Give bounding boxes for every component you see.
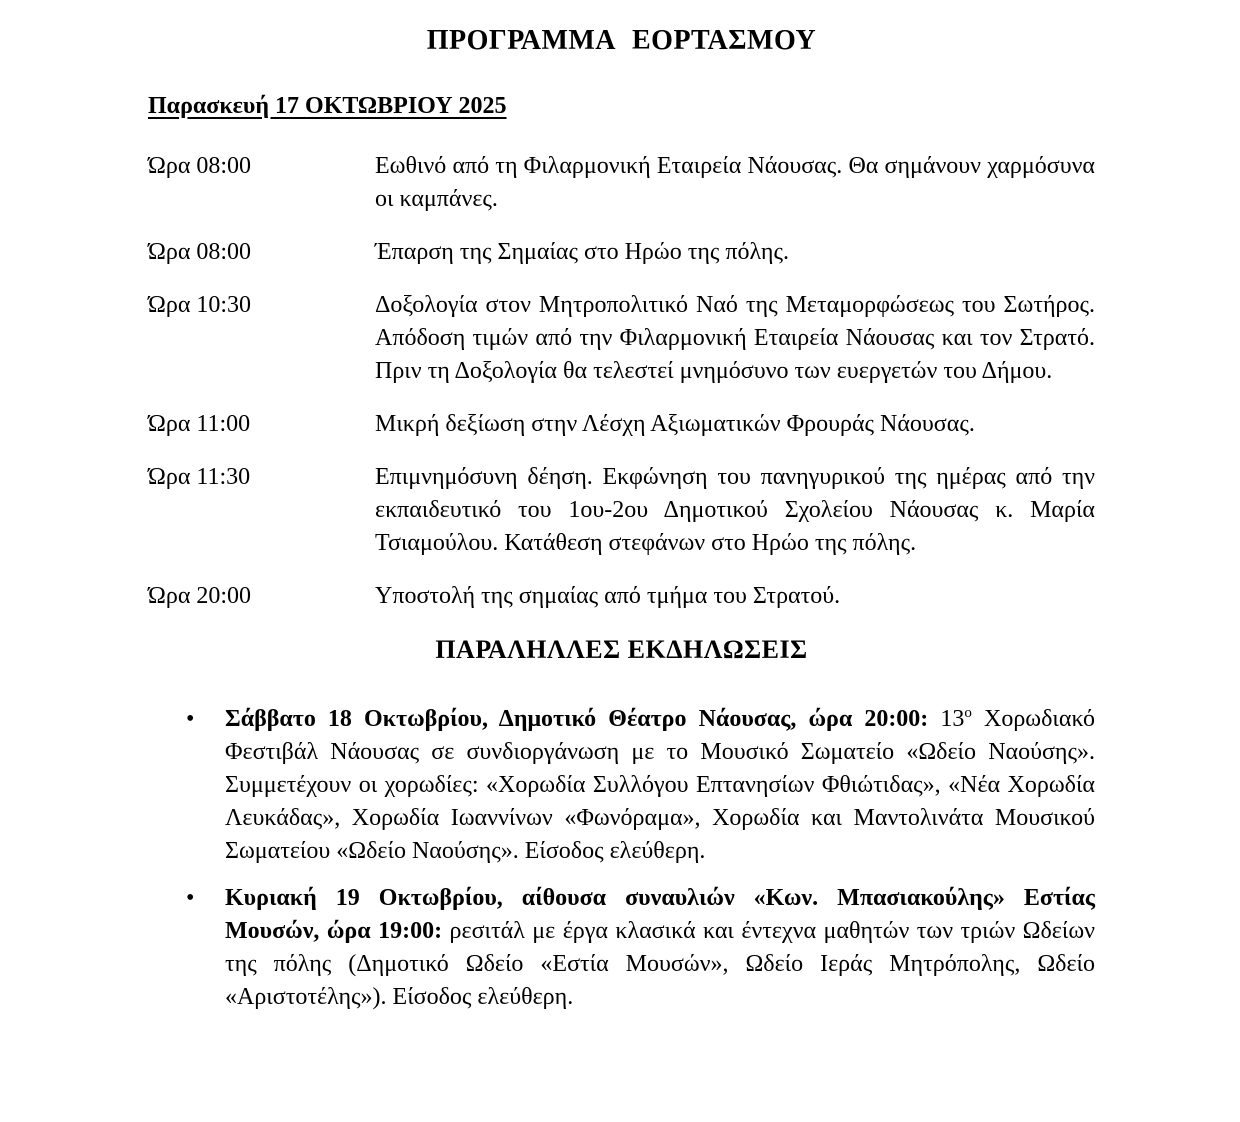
page-title: ΠΡΟΓΡΑΜΜΑ ΕΟΡΤΑΣΜΟΥ (426, 25, 817, 56)
time-label: Ώρα 08:00 (148, 153, 252, 179)
time-label: Ώρα 20:00 (148, 583, 252, 609)
schedule-row (148, 461, 1095, 560)
event-text (225, 703, 1095, 868)
parallel-events-list (148, 703, 1095, 1014)
schedule-row (148, 408, 1095, 441)
time-label: Ώρα 08:00 (148, 239, 252, 265)
event-text (225, 882, 1095, 1014)
bullet-icon: • (186, 706, 195, 732)
date-heading: Παρασκευή 17 ΟΚΤΩΒΡΙΟΥ 2025 (148, 93, 507, 119)
schedule-row (148, 236, 1095, 269)
schedule-row (148, 150, 1095, 216)
bullet-icon: • (186, 885, 195, 911)
event-description: Επιμνημόσυνη δέηση. Εκφώνηση του πανηγυρικού της ημέρας από την εκπαιδευτικό του 1ου-2ου Δημοτικού Σχολείου Νάουσας κ. Μαρία Τσιαμούλου. Κατάθεση στεφάνων στο Ηρώο της πόλης. (375, 464, 1095, 556)
schedule-row (148, 580, 1095, 613)
event-rest-text: Χορωδιακό Φεστιβάλ Νάουσας σε συνδιοργάνωση με το Μουσικό Σωματείο «Ωδείο Ναούσης». Συμμετέχουν οι χορωδίες: «Χορωδία Συλλόγου Επτανησίων Φθιώτιδας», «Νέα Χορωδία Λευκάδας», Χορωδία Ιωαννίνων «Φωνόραμα», Χορωδία και Μαντολινάτα Μουσικού Σωματείου «Ωδείο Ναούσης». Είσοδος ελεύθερη. (225, 706, 1096, 864)
event-description: Έπαρση της Σημαίας στο Ηρώο της πόλης. (375, 239, 789, 265)
schedule-row (148, 289, 1095, 388)
time-label: Ώρα 11:30 (148, 464, 251, 490)
list-item (148, 703, 1095, 868)
event-rest-text: ρεσιτάλ με έργα κλασικά και έντεχνα μαθητών των τριών Ωδείων της πόλης (Δημοτικό Ωδείο «Εστία Μουσών», Ωδείο Ιεράς Μητρόπολης, Ωδείο «Αριστοτέλης»). Είσοδος ελεύθερη. (225, 918, 1095, 1010)
time-label: Ώρα 11:00 (148, 411, 251, 437)
time-label: Ώρα 10:30 (148, 292, 252, 318)
event-description: Δοξολογία στον Μητροπολιτικό Ναό της Μεταμορφώσεως του Σωτήρος. Απόδοση τιμών από την Φιλαρμονική Εταιρεία Νάουσας και τον Στρατό. Πριν τη Δοξολογία θα τελεστεί μνημόσυνο των ευεργετών του Δήμου. (375, 292, 1095, 384)
event-lead-bold: Σάββατο 18 Οκτωβρίου, Δημοτικό Θέατρο Νάουσας, ώρα 20:00: (225, 706, 929, 732)
list-item (148, 882, 1095, 1014)
event-lead-bold: Κυριακή 19 Οκτωβρίου, αίθουσα συναυλιών «Κων. Μπασιακούλης» Εστίας Μουσών, ώρα 19:00: (225, 885, 1095, 944)
schedule (148, 150, 1095, 613)
event-description: Μικρή δεξίωση στην Λέσχη Αξιωματικών Φρουράς Νάουσας. (375, 411, 975, 437)
event-description: Υποστολή της σημαίας από τμήμα του Στρατού. (375, 583, 841, 609)
ordinal-suffix: ο (964, 705, 972, 721)
ordinal-number: 13 (940, 706, 965, 732)
event-description: Εωθινό από τη Φιλαρμονική Εταιρεία Νάουσας. Θα σημάνουν χαρμόσυνα οι καμπάνες. (375, 153, 1095, 212)
section-heading-parallel-events: ΠΑΡΑΛΗΛΛΕΣ ΕΚΔΗΛΩΣΕΙΣ (435, 635, 808, 664)
